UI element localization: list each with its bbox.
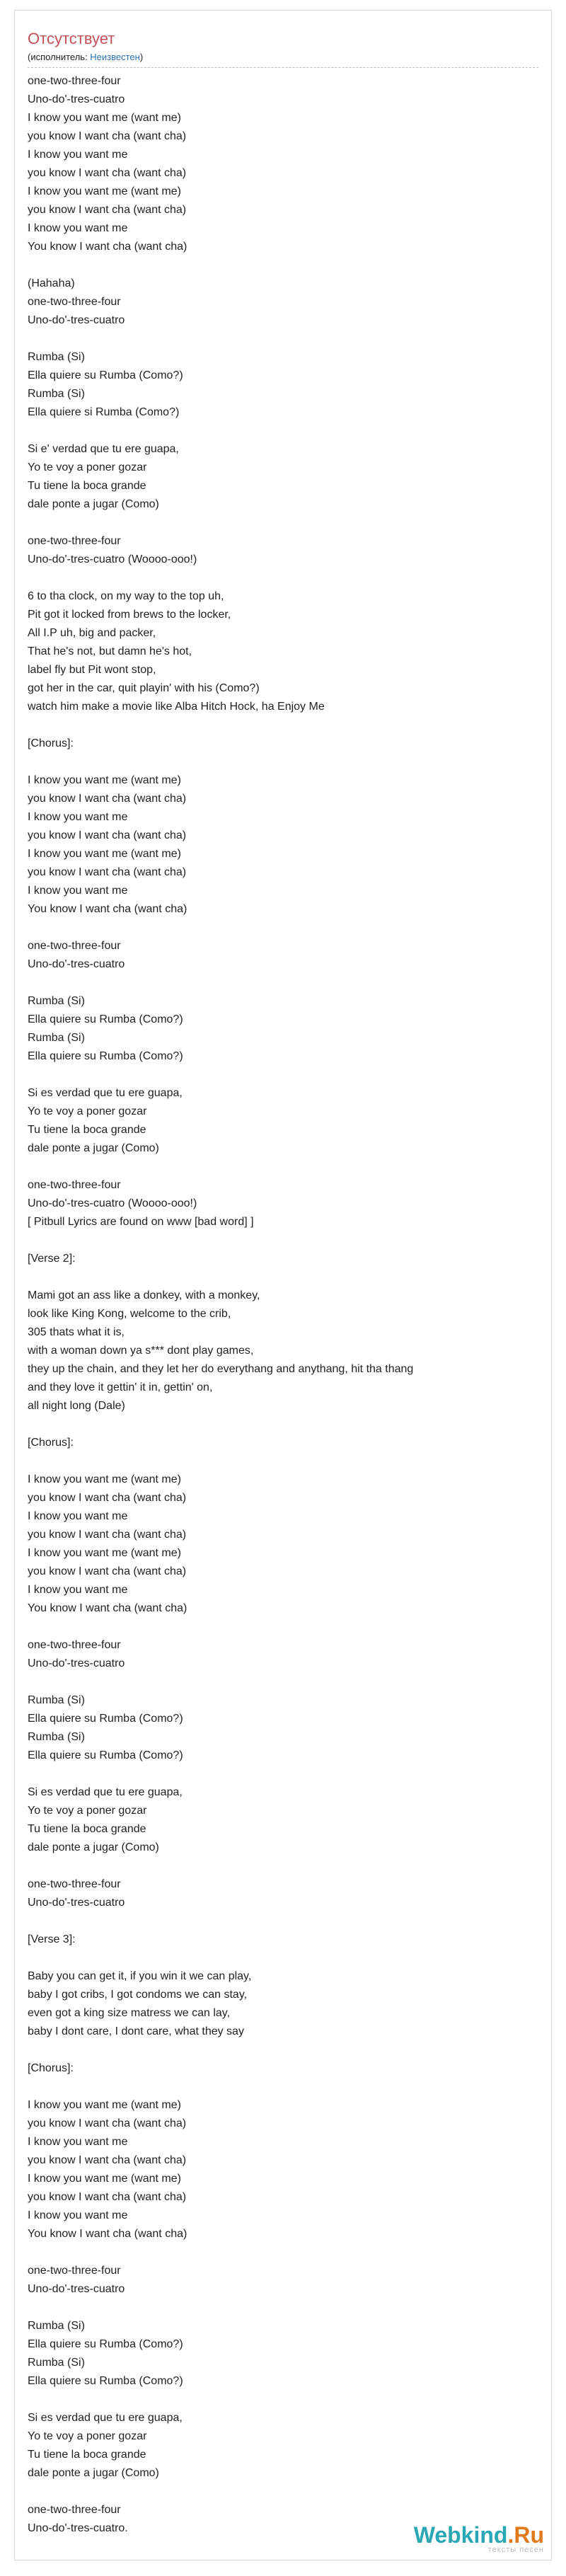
lyric-line: Uno-do'-tres-cuatro <box>28 93 125 105</box>
lyric-line: look like King Kong, welcome to the crib, <box>28 1308 231 1320</box>
site-logo[interactable] <box>414 2523 544 2554</box>
lyric-line <box>28 1231 544 1250</box>
lyric-line: one-two-three-four <box>28 1878 121 1890</box>
lyric-line: I know you want me (want me) <box>28 848 181 860</box>
lyric-line: you know I want cha (want cha) <box>28 1529 187 1541</box>
lyric-line: 6 to tha clock, on my way to the top uh, <box>28 590 224 602</box>
lyric-line: all night long (Dale) <box>28 1400 125 1412</box>
lyric-line: Tu tiene la boca grande <box>28 480 146 492</box>
lyric-line: Uno-do'-tres-cuatro <box>28 958 125 970</box>
lyric-line: they up the chain, and they let her do everythang and anythang, hit tha thang <box>28 1363 414 1375</box>
lyric-line <box>28 514 544 532</box>
lyric-line: That he's not, but damn he's hot, <box>28 645 192 657</box>
lyric-line <box>28 1857 544 1875</box>
lyric-line <box>28 1765 544 1783</box>
lyric-line: you know I want cha (want cha) <box>28 793 187 805</box>
lyric-line: I know you want me (want me) <box>28 1473 181 1485</box>
lyric-line: [ Pitbull Lyrics are found on www [bad word] ] <box>28 1216 254 1228</box>
lyric-line: [Chorus]: <box>28 1437 74 1449</box>
lyric-line: Pit got it locked from brews to the locker, <box>28 609 231 621</box>
lyric-line: one-two-three-four <box>28 75 121 87</box>
lyric-line: Rumba (Si) <box>28 995 85 1007</box>
lyric-line: Rumba (Si) <box>28 2320 85 2332</box>
lyric-line: dale ponte a jugar (Como) <box>28 498 159 510</box>
lyric-line <box>28 2391 544 2409</box>
lyric-line: Uno-do'-tres-cuatro <box>28 314 125 326</box>
lyric-line <box>28 1268 544 1287</box>
lyric-line: I know you want me (want me) <box>28 1547 181 1559</box>
lyrics-page <box>14 10 552 2560</box>
lyric-line: I know you want me (want me) <box>28 112 181 124</box>
lyric-line: Ella quiere su Rumba (Como?) <box>28 2375 183 2387</box>
lyric-line <box>28 1949 544 1967</box>
song-header <box>15 11 551 63</box>
lyric-line: you know I want cha (want cha) <box>28 1565 187 1577</box>
lyric-line: with a woman down ya s*** dont play games, <box>28 1345 254 1357</box>
lyric-line <box>28 2483 544 2501</box>
lyric-line <box>28 2243 544 2262</box>
lyric-line: Uno-do'-tres-cuatro (Woooo-ooo!) <box>28 553 197 565</box>
lyric-line: one-two-three-four <box>28 535 121 547</box>
lyric-line <box>28 2299 544 2317</box>
lyric-line: Tu tiene la boca grande <box>28 1124 146 1136</box>
lyric-line: I know you want me (want me) <box>28 774 181 786</box>
lyric-line: you know I want cha (want cha) <box>28 829 187 841</box>
lyric-line: one-two-three-four <box>28 940 121 952</box>
lyric-line <box>28 1415 544 1434</box>
lyric-line: [Chorus]: <box>28 2062 74 2074</box>
lyric-line: Uno-do'-tres-cuatro (Woooo-ooo!) <box>28 1197 197 1209</box>
lyric-line: All I.P uh, big and packer, <box>28 627 156 639</box>
lyric-line: one-two-three-four <box>28 296 121 308</box>
lyric-line: Si e' verdad que tu ere guapa, <box>28 443 179 455</box>
lyric-line <box>28 1618 544 1636</box>
lyric-line: Rumba (Si) <box>28 2357 85 2369</box>
lyric-line <box>28 753 544 771</box>
lyric-line: Mami got an ass like a donkey, with a monkey, <box>28 1289 260 1301</box>
lyric-line: Rumba (Si) <box>28 351 85 363</box>
lyric-line <box>28 1673 544 1691</box>
lyric-line: baby I dont care, I dont care, what they say <box>28 2025 244 2037</box>
lyric-line: you know I want cha (want cha) <box>28 2154 187 2166</box>
lyric-line <box>28 2078 544 2096</box>
lyric-line: you know I want cha (want cha) <box>28 130 187 142</box>
lyric-line: Uno-do'-tres-cuatro <box>28 1897 125 1909</box>
artist-link[interactable]: Неизвестен <box>90 52 140 62</box>
lyric-line: dale ponte a jugar (Como) <box>28 2467 159 2479</box>
lyric-line: Si es verdad que tu ere guapa, <box>28 1087 183 1099</box>
lyric-line: Yo te voy a poner gozar <box>28 2430 147 2442</box>
lyric-line: got her in the car, quit playin' with his (Como?) <box>28 682 260 694</box>
lyric-line: Tu tiene la boca grande <box>28 1823 146 1835</box>
lyric-line <box>28 1066 544 1084</box>
lyric-line: Tu tiene la boca grande <box>28 2449 146 2461</box>
lyric-line: Uno-do'-tres-cuatro. <box>28 2522 128 2534</box>
lyric-line: I know you want me <box>28 1584 128 1596</box>
lyric-line: dale ponte a jugar (Como) <box>28 1841 159 1853</box>
lyric-line: You know I want cha (want cha) <box>28 241 187 253</box>
lyric-line <box>28 1452 544 1471</box>
lyric-line: Si es verdad que tu ere guapa, <box>28 1786 183 1798</box>
lyric-line: Ella quiere si Rumba (Como?) <box>28 406 180 418</box>
lyric-line: Ella quiere su Rumba (Como?) <box>28 1749 183 1761</box>
logo-tld-text: .Ru <box>507 2522 544 2548</box>
lyric-line: I know you want me <box>28 811 128 823</box>
lyric-line: You know I want cha (want cha) <box>28 2228 187 2240</box>
lyric-line: label fly but Pit wont stop, <box>28 664 156 676</box>
lyric-line: I know you want me (want me) <box>28 185 181 197</box>
logo-subtitle: тексты песен <box>487 2546 544 2554</box>
lyric-line: Uno-do'-tres-cuatro <box>28 1657 125 1669</box>
lyric-line: You know I want cha (want cha) <box>28 1602 187 1614</box>
lyric-line: Rumba (Si) <box>28 388 85 400</box>
lyric-line: I know you want me <box>28 222 128 234</box>
lyric-line <box>28 2041 544 2059</box>
lyric-line <box>28 422 544 440</box>
lyric-line <box>28 569 544 587</box>
lyric-line: Rumba (Si) <box>28 1032 85 1044</box>
lyric-line <box>28 1158 544 1176</box>
lyric-line: I know you want me <box>28 2136 128 2148</box>
lyric-line: baby I got cribs, I got condoms we can stay, <box>28 1989 248 2001</box>
lyric-line: and they love it gettin' it in, gettin' on, <box>28 1381 213 1393</box>
lyric-line: I know you want me (want me) <box>28 2173 181 2185</box>
lyric-line: Ella quiere su Rumba (Como?) <box>28 2338 183 2350</box>
lyric-line <box>28 1912 544 1931</box>
lyric-line: I know you want me (want me) <box>28 2099 181 2111</box>
lyric-line: you know I want cha (want cha) <box>28 1492 187 1504</box>
lyric-line: [Verse 3]: <box>28 1933 76 1945</box>
lyric-line: [Verse 2]: <box>28 1253 76 1265</box>
lyric-line: you know I want cha (want cha) <box>28 2117 187 2129</box>
lyric-line: Yo te voy a poner gozar <box>28 461 147 473</box>
lyric-line <box>28 974 544 992</box>
lyric-line: you know I want cha (want cha) <box>28 167 187 179</box>
lyric-line: even got a king size matress we can lay, <box>28 2007 231 2019</box>
lyrics-text <box>28 72 544 2538</box>
lyric-line: one-two-three-four <box>28 1639 121 1651</box>
lyric-line: Ella quiere su Rumba (Como?) <box>28 1050 183 1062</box>
lyric-line: Rumba (Si) <box>28 1694 85 1706</box>
lyric-line: Baby you can get it, if you win it we can play, <box>28 1970 252 1982</box>
artist-suffix: ) <box>139 52 144 62</box>
lyric-line: Ella quiere su Rumba (Como?) <box>28 369 183 381</box>
lyric-line: Rumba (Si) <box>28 1731 85 1743</box>
lyric-line: you know I want cha (want cha) <box>28 866 187 878</box>
lyric-line: watch him make a movie like Alba Hitch Hock, ha Enjoy Me <box>28 701 325 713</box>
song-title: Отсутствует <box>28 30 115 47</box>
lyric-line: dale ponte a jugar (Como) <box>28 1142 159 1154</box>
lyric-line: I know you want me <box>28 2209 128 2221</box>
lyric-line <box>28 919 544 937</box>
lyric-line: one-two-three-four <box>28 2265 121 2277</box>
lyric-line: Uno-do'-tres-cuatro <box>28 2283 125 2295</box>
lyric-line: I know you want me <box>28 1510 128 1522</box>
lyric-line <box>28 716 544 735</box>
artist-line <box>28 52 551 63</box>
lyric-line: I know you want me <box>28 149 128 161</box>
lyric-line: Ella quiere su Rumba (Como?) <box>28 1013 183 1025</box>
lyric-line: one-two-three-four <box>28 2504 121 2516</box>
lyric-line: Yo te voy a poner gozar <box>28 1805 147 1817</box>
lyric-line <box>28 256 544 275</box>
lyric-line: (Hahaha) <box>28 277 75 289</box>
lyric-line: you know I want cha (want cha) <box>28 204 187 216</box>
artist-prefix: (исполнитель: <box>28 52 91 62</box>
lyric-line: 305 thats what it is, <box>28 1326 125 1338</box>
lyric-line: one-two-three-four <box>28 1179 121 1191</box>
logo-main-text: Webkind <box>413 2522 508 2548</box>
lyric-line: Yo te voy a poner gozar <box>28 1105 147 1117</box>
lyric-line: [Chorus]: <box>28 737 74 749</box>
header-divider <box>28 67 538 68</box>
lyric-line: Ella quiere su Rumba (Como?) <box>28 1713 183 1725</box>
lyric-line: Si es verdad que tu ere guapa, <box>28 2412 183 2424</box>
lyric-line <box>28 330 544 348</box>
lyric-line: you know I want cha (want cha) <box>28 2191 187 2203</box>
lyric-line: I know you want me <box>28 885 128 897</box>
lyric-line: You know I want cha (want cha) <box>28 903 187 915</box>
